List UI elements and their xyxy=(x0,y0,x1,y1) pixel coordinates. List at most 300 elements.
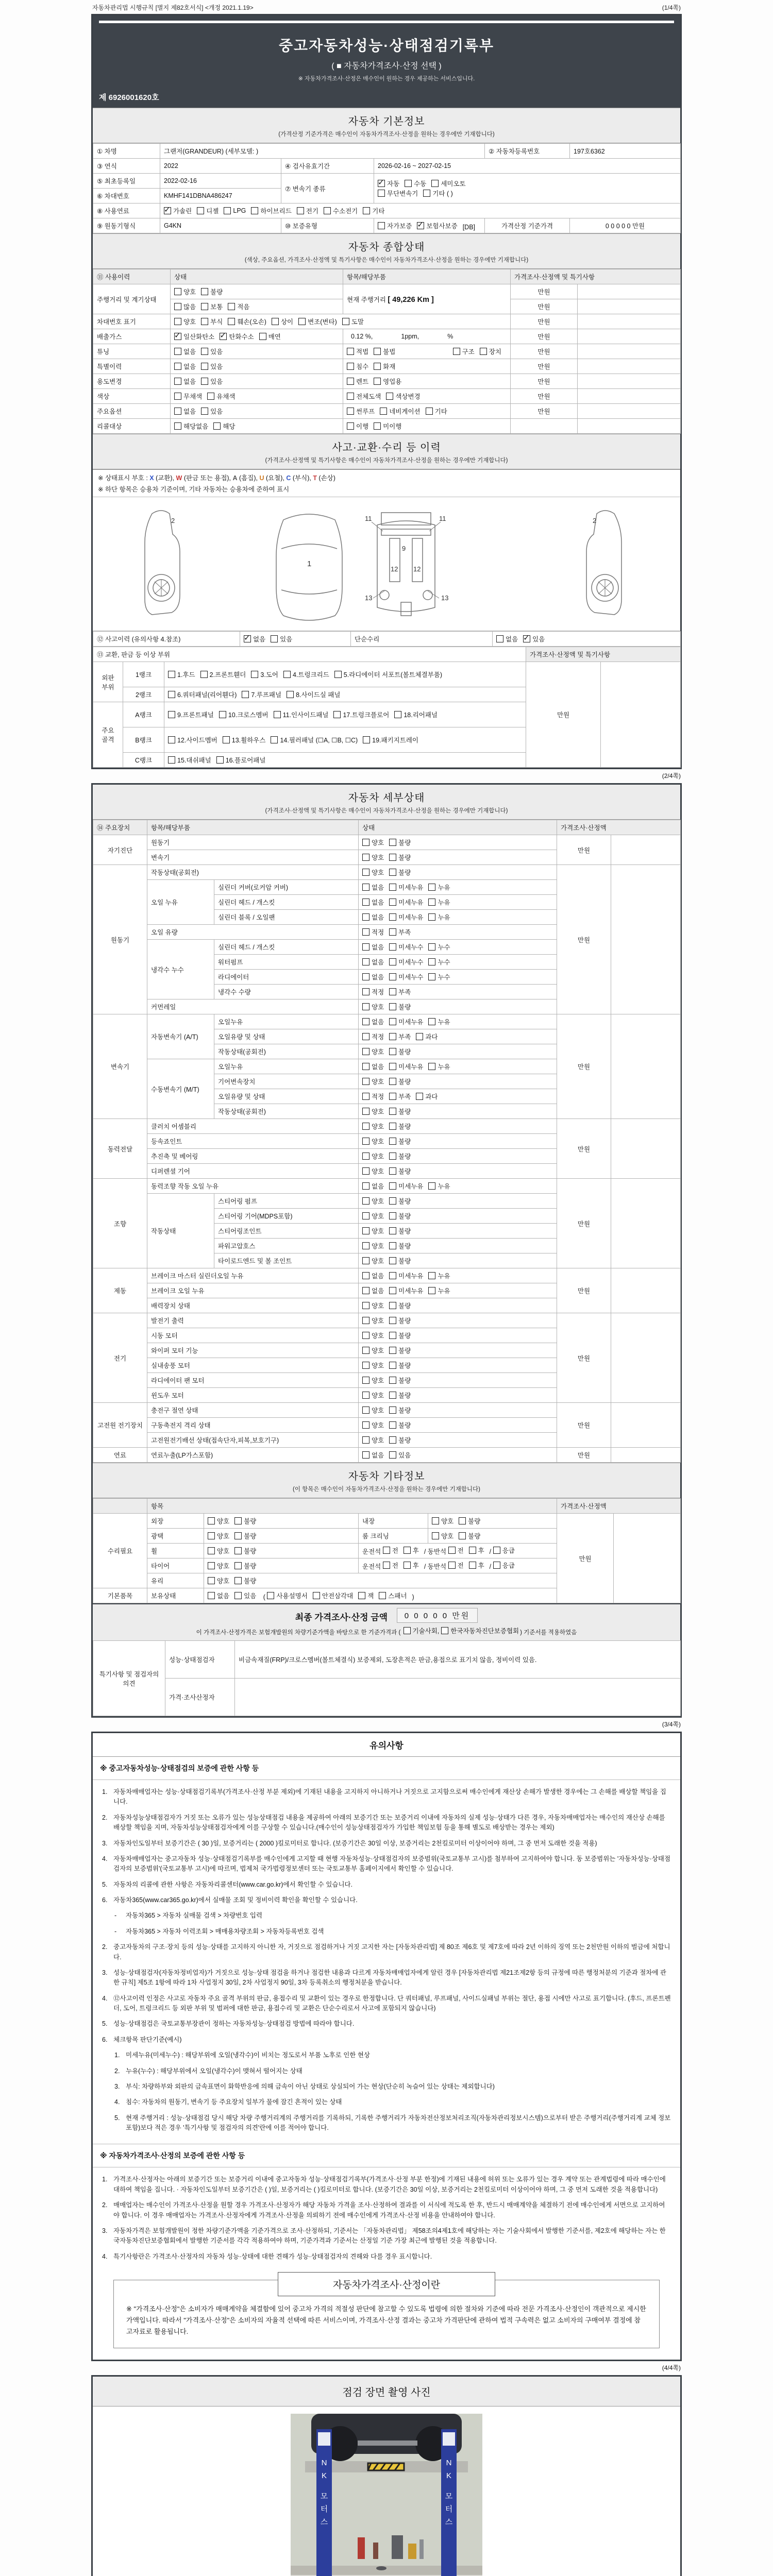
checkbox-box[interactable] xyxy=(469,1562,476,1569)
checkbox-box[interactable] xyxy=(362,884,369,891)
checkbox-해당[interactable] xyxy=(213,421,235,431)
checkbox-있음[interactable] xyxy=(271,634,292,643)
checkbox-box[interactable] xyxy=(362,1362,369,1369)
checkbox-양호[interactable] xyxy=(208,1561,229,1570)
checkbox-3.도어[interactable] xyxy=(251,670,278,679)
checkbox-box[interactable] xyxy=(428,1182,435,1190)
checkbox-box[interactable] xyxy=(389,1003,396,1010)
checkbox-box[interactable] xyxy=(404,1627,411,1634)
checkbox-없음[interactable] xyxy=(174,406,196,416)
checkbox-box[interactable] xyxy=(428,1287,435,1294)
checkbox-양호[interactable] xyxy=(362,1077,384,1086)
checkbox-box[interactable] xyxy=(207,393,214,400)
checkbox-불량[interactable] xyxy=(389,1301,411,1310)
checkbox-box[interactable] xyxy=(469,1547,476,1554)
checkbox-box[interactable] xyxy=(208,1592,215,1599)
checkbox-box[interactable] xyxy=(423,190,430,197)
checkbox-스패너[interactable] xyxy=(379,1591,407,1600)
checkbox-많음[interactable] xyxy=(174,302,196,311)
checkbox-부족[interactable] xyxy=(389,1092,411,1101)
checkbox-전기[interactable] xyxy=(297,206,318,215)
checkbox-box[interactable] xyxy=(216,756,224,764)
checkbox-양호[interactable] xyxy=(362,1331,384,1340)
checkbox-미세누유[interactable] xyxy=(389,1017,423,1026)
checkbox-box[interactable] xyxy=(389,1272,396,1279)
checkbox-box[interactable] xyxy=(197,207,204,214)
checkbox-불량[interactable] xyxy=(389,1226,411,1235)
checkbox-box[interactable] xyxy=(404,1547,411,1554)
checkbox-5.라디에이터 서포트(볼트체결부품)[interactable] xyxy=(334,670,442,679)
checkbox-box[interactable] xyxy=(389,1406,396,1414)
checkbox-있음[interactable] xyxy=(201,347,223,356)
checkbox-box[interactable] xyxy=(174,348,181,355)
checkbox-box[interactable] xyxy=(283,671,291,678)
checkbox-box[interactable] xyxy=(362,869,369,876)
checkbox-하이브리드[interactable] xyxy=(251,206,291,215)
checkbox-변조(변타)[interactable] xyxy=(298,317,337,326)
checkbox-box[interactable] xyxy=(448,1562,456,1569)
checkbox-box[interactable] xyxy=(201,288,208,295)
checkbox-box[interactable] xyxy=(362,1018,369,1025)
checkbox-box[interactable] xyxy=(362,958,369,965)
checkbox-box[interactable] xyxy=(389,1451,396,1459)
checkbox-box[interactable] xyxy=(389,913,396,921)
checkbox-box[interactable] xyxy=(362,1392,369,1399)
checkbox-box[interactable] xyxy=(362,1182,369,1190)
checkbox-해당없음[interactable] xyxy=(174,421,208,431)
checkbox-box[interactable] xyxy=(333,711,341,718)
checkbox-box[interactable] xyxy=(234,1592,242,1599)
checkbox-box[interactable] xyxy=(362,913,369,921)
checkbox-box[interactable] xyxy=(389,1257,396,1264)
checkbox-불량[interactable] xyxy=(389,1435,411,1445)
checkbox-불량[interactable] xyxy=(389,1107,411,1116)
checkbox-없음[interactable] xyxy=(362,957,384,967)
checkbox-box[interactable] xyxy=(201,363,208,370)
checkbox-box[interactable] xyxy=(380,408,387,415)
checkbox-없음[interactable] xyxy=(362,942,384,952)
checkbox-box[interactable] xyxy=(174,422,181,430)
checkbox-불량[interactable] xyxy=(389,1361,411,1370)
checkbox-기타[interactable] xyxy=(426,406,447,416)
checkbox-box[interactable] xyxy=(389,854,396,861)
checkbox-box[interactable] xyxy=(168,691,175,698)
checkbox-양호[interactable] xyxy=(362,1391,384,1400)
checkbox-box[interactable] xyxy=(174,393,181,400)
checkbox-box[interactable] xyxy=(389,1392,396,1399)
checkbox-무단변속기[interactable] xyxy=(378,189,418,198)
checkbox-침수[interactable] xyxy=(347,362,368,371)
checkbox-불량[interactable] xyxy=(389,1211,411,1221)
checkbox-box[interactable] xyxy=(200,671,208,678)
checkbox-양호[interactable] xyxy=(174,287,196,296)
checkbox-box[interactable] xyxy=(362,988,369,995)
checkbox-box[interactable] xyxy=(298,318,306,325)
checkbox-양호[interactable] xyxy=(362,868,384,877)
checkbox-box[interactable] xyxy=(394,711,401,718)
checkbox-box[interactable] xyxy=(362,1003,369,1010)
checkbox-box[interactable] xyxy=(362,1123,369,1130)
checkbox-보통[interactable] xyxy=(201,302,223,311)
checkbox-누수[interactable] xyxy=(428,942,450,952)
checkbox-불량[interactable] xyxy=(389,868,411,877)
checkbox-box[interactable] xyxy=(358,1592,365,1599)
checkbox-box[interactable] xyxy=(493,1562,500,1569)
checkbox-box[interactable] xyxy=(523,635,530,642)
checkbox-box[interactable] xyxy=(224,207,231,214)
checkbox-미세누유[interactable] xyxy=(389,1062,423,1071)
checkbox-1.후드[interactable] xyxy=(168,670,195,679)
checkbox-box[interactable] xyxy=(201,348,208,355)
checkbox-box[interactable] xyxy=(389,1227,396,1234)
checkbox-불량[interactable] xyxy=(389,1376,411,1385)
checkbox-box[interactable] xyxy=(389,1347,396,1354)
checkbox-누수[interactable] xyxy=(428,972,450,981)
checkbox-box[interactable] xyxy=(168,736,175,743)
checkbox-box[interactable] xyxy=(389,1287,396,1294)
checkbox-box[interactable] xyxy=(389,928,396,936)
checkbox-장치[interactable] xyxy=(480,347,501,356)
checkbox-box[interactable] xyxy=(431,180,439,187)
checkbox-box[interactable] xyxy=(389,1063,396,1070)
checkbox-box[interactable] xyxy=(201,378,208,385)
checkbox-불량[interactable] xyxy=(389,1077,411,1086)
checkbox-불량[interactable] xyxy=(389,1122,411,1131)
checkbox-누유[interactable] xyxy=(428,1181,450,1191)
checkbox-box[interactable] xyxy=(378,180,385,187)
checkbox-부식[interactable] xyxy=(201,317,223,326)
checkbox-양호[interactable] xyxy=(208,1576,229,1585)
checkbox-불량[interactable] xyxy=(389,1151,411,1161)
checkbox-자동[interactable] xyxy=(378,179,399,188)
checkbox-양호[interactable] xyxy=(362,1196,384,1206)
checkbox-box[interactable] xyxy=(362,1421,369,1429)
checkbox-box[interactable] xyxy=(234,1562,242,1569)
checkbox-LPG[interactable] xyxy=(224,207,246,214)
checkbox-box[interactable] xyxy=(251,207,258,214)
checkbox-잭[interactable] xyxy=(358,1591,374,1600)
checkbox-box[interactable] xyxy=(480,348,487,355)
checkbox-box[interactable] xyxy=(428,1272,435,1279)
checkbox-box[interactable] xyxy=(362,1212,369,1219)
checkbox-box[interactable] xyxy=(405,180,412,187)
checkbox-box[interactable] xyxy=(251,671,258,678)
checkbox-전[interactable] xyxy=(383,1546,398,1555)
checkbox-box[interactable] xyxy=(274,711,281,718)
checkbox-box[interactable] xyxy=(389,1048,396,1055)
checkbox-9.프론트패널[interactable] xyxy=(168,710,214,719)
checkbox-box[interactable] xyxy=(342,318,349,325)
checkbox-양호[interactable] xyxy=(362,1211,384,1221)
checkbox-없음[interactable] xyxy=(174,362,196,371)
checkbox-box[interactable] xyxy=(389,1167,396,1175)
checkbox-후[interactable] xyxy=(469,1546,484,1555)
checkbox-box[interactable] xyxy=(389,1153,396,1160)
checkbox-box[interactable] xyxy=(208,1562,215,1569)
checkbox-box[interactable] xyxy=(313,1592,320,1599)
checkbox-box[interactable] xyxy=(428,1063,435,1070)
checkbox-box[interactable] xyxy=(347,393,354,400)
checkbox-미세누유[interactable] xyxy=(389,1286,423,1295)
checkbox-box[interactable] xyxy=(362,1377,369,1384)
checkbox-box[interactable] xyxy=(219,711,226,718)
checkbox-box[interactable] xyxy=(389,973,396,980)
checkbox-누유[interactable] xyxy=(428,912,450,922)
checkbox-box[interactable] xyxy=(389,884,396,891)
checkbox-양호[interactable] xyxy=(362,1435,384,1445)
checkbox-매연[interactable] xyxy=(259,332,281,341)
checkbox-불량[interactable] xyxy=(389,1405,411,1415)
checkbox-없음[interactable] xyxy=(362,897,384,907)
checkbox-양호[interactable] xyxy=(362,1241,384,1250)
checkbox-보험사보증[interactable] xyxy=(417,221,457,230)
checkbox-있음[interactable] xyxy=(234,1591,256,1600)
checkbox-불법[interactable] xyxy=(374,347,395,356)
checkbox-box[interactable] xyxy=(259,333,266,340)
checkbox-미세누유[interactable] xyxy=(389,897,423,907)
checkbox-양호[interactable] xyxy=(362,1151,384,1161)
checkbox-box[interactable] xyxy=(428,884,435,891)
checkbox-box[interactable] xyxy=(389,1093,396,1100)
checkbox-없음[interactable] xyxy=(362,1271,384,1280)
checkbox-box[interactable] xyxy=(416,1033,423,1040)
checkbox-불량[interactable] xyxy=(389,1166,411,1176)
checkbox-box[interactable] xyxy=(362,1436,369,1444)
checkbox-13.휠하우스[interactable] xyxy=(223,735,266,744)
checkbox-불량[interactable] xyxy=(389,1047,411,1056)
checkbox-box[interactable] xyxy=(389,1421,396,1429)
checkbox-box[interactable] xyxy=(362,1078,369,1085)
checkbox-box[interactable] xyxy=(347,422,354,430)
checkbox-없음[interactable] xyxy=(496,634,518,643)
checkbox-수동[interactable] xyxy=(405,179,426,188)
checkbox-box[interactable] xyxy=(389,1197,396,1205)
checkbox-box[interactable] xyxy=(362,1227,369,1234)
checkbox-box[interactable] xyxy=(362,1138,369,1145)
checkbox-불량[interactable] xyxy=(389,1316,411,1325)
checkbox-box[interactable] xyxy=(234,1577,242,1584)
checkbox-양호[interactable] xyxy=(362,1346,384,1355)
checkbox-양호[interactable] xyxy=(362,853,384,862)
checkbox-box[interactable] xyxy=(448,1547,456,1554)
checkbox-양호[interactable] xyxy=(208,1516,229,1526)
checkbox-box[interactable] xyxy=(242,691,249,698)
checkbox-색상변경[interactable] xyxy=(386,392,420,401)
checkbox-box[interactable] xyxy=(374,363,381,370)
checkbox-불량[interactable] xyxy=(389,1420,411,1430)
checkbox-양호[interactable] xyxy=(362,1047,384,1056)
checkbox-box[interactable] xyxy=(428,1018,435,1025)
checkbox-불량[interactable] xyxy=(389,853,411,862)
checkbox-없음[interactable] xyxy=(362,1286,384,1295)
checkbox-box[interactable] xyxy=(228,318,235,325)
checkbox-box[interactable] xyxy=(389,1078,396,1085)
checkbox-무채색[interactable] xyxy=(174,392,202,401)
checkbox-box[interactable] xyxy=(379,1592,386,1599)
checkbox-전[interactable] xyxy=(448,1546,464,1555)
checkbox-6.쿼터패널(리어휀다)[interactable] xyxy=(168,690,237,699)
checkbox-미세누유[interactable] xyxy=(389,1181,423,1191)
checkbox-box[interactable] xyxy=(389,1138,396,1145)
checkbox-미세누유[interactable] xyxy=(389,912,423,922)
checkbox-box[interactable] xyxy=(362,1317,369,1324)
checkbox-불량[interactable] xyxy=(234,1546,256,1555)
checkbox-11.인사이드패널[interactable] xyxy=(274,710,329,719)
checkbox-box[interactable] xyxy=(271,736,278,743)
checkbox-box[interactable] xyxy=(174,318,181,325)
checkbox-box[interactable] xyxy=(174,378,181,385)
checkbox-box[interactable] xyxy=(347,348,354,355)
checkbox-불량[interactable] xyxy=(234,1576,256,1585)
checkbox-box[interactable] xyxy=(362,1033,369,1040)
checkbox-없음[interactable] xyxy=(362,912,384,922)
checkbox-box[interactable] xyxy=(362,839,369,846)
checkbox-box[interactable] xyxy=(168,711,175,718)
checkbox-box[interactable] xyxy=(362,943,369,951)
checkbox-상이[interactable] xyxy=(272,317,293,326)
checkbox-사용설명서[interactable] xyxy=(267,1591,307,1600)
checkbox-box[interactable] xyxy=(174,333,181,340)
checkbox-양호[interactable] xyxy=(432,1531,453,1540)
checkbox-box[interactable] xyxy=(201,318,208,325)
checkbox-영업용[interactable] xyxy=(374,377,401,386)
checkbox-누유[interactable] xyxy=(428,1062,450,1071)
checkbox-box[interactable] xyxy=(374,378,381,385)
checkbox-기타[interactable] xyxy=(363,206,384,215)
checkbox-양호[interactable] xyxy=(362,1122,384,1131)
checkbox-10.크로스멤버[interactable] xyxy=(219,710,268,719)
checkbox-box[interactable] xyxy=(389,958,396,965)
checkbox-미세누유[interactable] xyxy=(389,883,423,892)
checkbox-일산화탄소[interactable] xyxy=(174,332,214,341)
checkbox-box[interactable] xyxy=(389,1182,396,1190)
checkbox-기술사회,[interactable] xyxy=(404,1626,440,1635)
checkbox-box[interactable] xyxy=(389,1033,396,1040)
checkbox-없음[interactable] xyxy=(362,883,384,892)
checkbox-없음[interactable] xyxy=(174,347,196,356)
checkbox-없음[interactable] xyxy=(362,1181,384,1191)
checkbox-18.리어패널[interactable] xyxy=(394,710,438,719)
checkbox-유채색[interactable] xyxy=(207,392,235,401)
checkbox-없음[interactable] xyxy=(208,1591,229,1600)
checkbox-box[interactable] xyxy=(267,1592,274,1599)
checkbox-box[interactable] xyxy=(362,854,369,861)
checkbox-불량[interactable] xyxy=(389,1256,411,1265)
checkbox-세미오토[interactable] xyxy=(431,179,465,188)
checkbox-불량[interactable] xyxy=(389,1391,411,1400)
checkbox-box[interactable] xyxy=(208,1517,215,1524)
checkbox-box[interactable] xyxy=(416,1093,423,1100)
checkbox-box[interactable] xyxy=(168,671,175,678)
checkbox-box[interactable] xyxy=(362,1242,369,1249)
checkbox-불량[interactable] xyxy=(389,1196,411,1206)
checkbox-있음[interactable] xyxy=(523,634,545,643)
checkbox-box[interactable] xyxy=(362,928,369,936)
checkbox-box[interactable] xyxy=(362,1108,369,1115)
checkbox-box[interactable] xyxy=(362,1063,369,1070)
checkbox-box[interactable] xyxy=(362,1287,369,1294)
checkbox-box[interactable] xyxy=(374,422,381,430)
checkbox-미세누수[interactable] xyxy=(389,957,423,967)
checkbox-box[interactable] xyxy=(234,1547,242,1554)
checkbox-불량[interactable] xyxy=(389,1002,411,1011)
checkbox-불량[interactable] xyxy=(234,1531,256,1540)
checkbox-양호[interactable] xyxy=(362,1107,384,1116)
checkbox-box[interactable] xyxy=(389,1123,396,1130)
checkbox-불량[interactable] xyxy=(234,1516,256,1526)
checkbox-화재[interactable] xyxy=(374,362,395,371)
checkbox-16.플로어패널[interactable] xyxy=(216,755,266,765)
checkbox-양호[interactable] xyxy=(208,1546,229,1555)
checkbox-box[interactable] xyxy=(223,736,230,743)
checkbox-box[interactable] xyxy=(208,1577,215,1584)
checkbox-렌트[interactable] xyxy=(347,377,368,386)
checkbox-불량[interactable] xyxy=(459,1531,480,1540)
checkbox-기타 ( )[interactable] xyxy=(423,189,452,198)
checkbox-없음[interactable] xyxy=(362,1017,384,1026)
checkbox-box[interactable] xyxy=(174,303,181,310)
checkbox-box[interactable] xyxy=(362,1272,369,1279)
checkbox-box[interactable] xyxy=(389,1302,396,1309)
checkbox-box[interactable] xyxy=(347,378,354,385)
checkbox-box[interactable] xyxy=(386,393,393,400)
checkbox-미세누유[interactable] xyxy=(389,1271,423,1280)
checkbox-box[interactable] xyxy=(383,1547,390,1554)
checkbox-box[interactable] xyxy=(389,1242,396,1249)
checkbox-15.대쉬패널[interactable] xyxy=(168,755,211,765)
checkbox-없음[interactable] xyxy=(362,972,384,981)
checkbox-가솔린[interactable] xyxy=(164,206,192,215)
checkbox-box[interactable] xyxy=(168,756,175,764)
checkbox-있음[interactable] xyxy=(201,406,223,416)
checkbox-box[interactable] xyxy=(496,635,503,642)
checkbox-box[interactable] xyxy=(428,973,435,980)
checkbox-안전삼각대[interactable] xyxy=(313,1591,353,1600)
checkbox-box[interactable] xyxy=(213,422,221,430)
checkbox-box[interactable] xyxy=(201,303,208,310)
checkbox-box[interactable] xyxy=(208,1532,215,1539)
checkbox-미세누수[interactable] xyxy=(389,972,423,981)
checkbox-후[interactable] xyxy=(469,1561,484,1570)
checkbox-후[interactable] xyxy=(404,1546,419,1555)
checkbox-훼손(오손)[interactable] xyxy=(228,317,266,326)
checkbox-4.트렁크리드[interactable] xyxy=(283,670,329,679)
checkbox-box[interactable] xyxy=(228,303,235,310)
checkbox-불량[interactable] xyxy=(201,287,223,296)
checkbox-양호[interactable] xyxy=(362,1002,384,1011)
checkbox-이행[interactable] xyxy=(347,421,368,431)
checkbox-미이행[interactable] xyxy=(374,421,401,431)
checkbox-있음[interactable] xyxy=(201,377,223,386)
checkbox-box[interactable] xyxy=(347,408,354,415)
checkbox-box[interactable] xyxy=(208,1547,215,1554)
checkbox-불량[interactable] xyxy=(234,1561,256,1570)
checkbox-양호[interactable] xyxy=(208,1531,229,1540)
checkbox-box[interactable] xyxy=(244,635,251,642)
checkbox-box[interactable] xyxy=(334,671,342,678)
checkbox-후[interactable] xyxy=(404,1561,419,1570)
checkbox-불량[interactable] xyxy=(389,838,411,847)
checkbox-17.트렁크플로어[interactable] xyxy=(333,710,389,719)
checkbox-box[interactable] xyxy=(234,1532,242,1539)
checkbox-box[interactable] xyxy=(389,1212,396,1219)
checkbox-디젤[interactable] xyxy=(197,206,219,215)
checkbox-누유[interactable] xyxy=(428,897,450,907)
checkbox-box[interactable] xyxy=(164,207,171,214)
checkbox-있음[interactable] xyxy=(389,1450,411,1460)
checkbox-양호[interactable] xyxy=(362,1256,384,1265)
checkbox-box[interactable] xyxy=(378,222,385,229)
